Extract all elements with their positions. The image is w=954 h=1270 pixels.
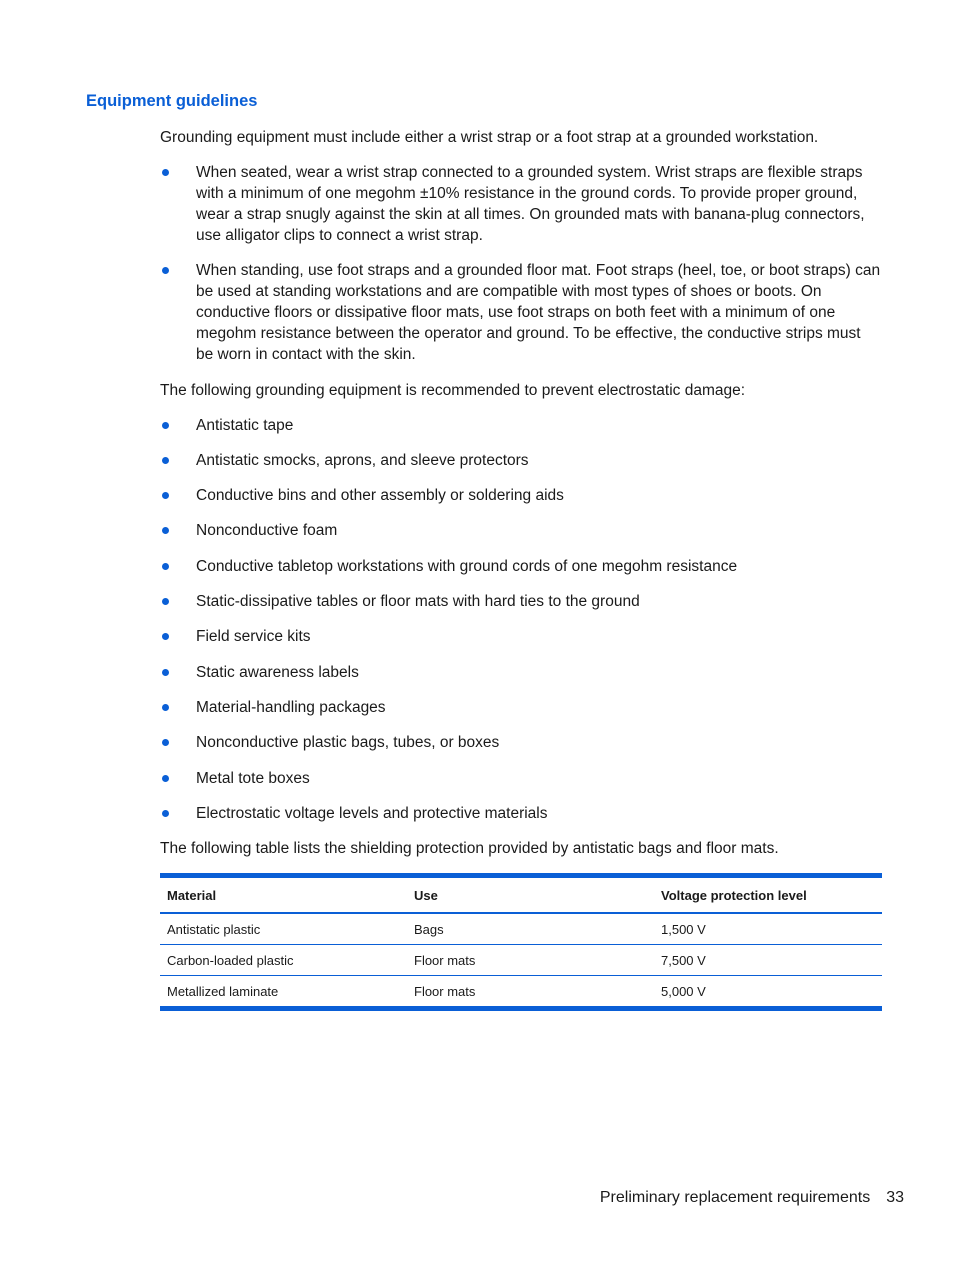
list-item: [160, 260, 882, 365]
list-item-text: Conductive bins and other assembly or soldering aids: [196, 487, 564, 505]
list-item: [160, 485, 882, 506]
bullet-icon: [162, 775, 169, 782]
page-number: 33: [886, 1189, 904, 1206]
cell-voltage: 5,000 V: [661, 983, 706, 999]
cell-use: Floor mats: [414, 983, 476, 999]
bullet-icon: [162, 527, 169, 534]
bullet-icon: [162, 492, 169, 499]
list-item: [160, 591, 882, 612]
list-item-text: Nonconductive plastic bags, tubes, or boxes: [196, 734, 500, 752]
bullet-icon: [162, 267, 169, 274]
list-item: [160, 162, 882, 246]
list-item-text: Antistatic tape: [196, 416, 294, 434]
list-item: [160, 803, 882, 824]
list-item: [160, 556, 882, 577]
list-item: [160, 626, 882, 647]
page-footer: [600, 1189, 904, 1207]
bullet-icon: [162, 457, 169, 464]
bullet-icon: [162, 563, 169, 570]
list-item-text: Antistatic smocks, aprons, and sleeve protectors: [196, 451, 529, 469]
table-header-row: [160, 876, 882, 914]
shielding-table: [160, 873, 882, 1011]
cell-material: Carbon-loaded plastic: [160, 945, 407, 976]
list-item-text: Metal tote boxes: [196, 769, 310, 787]
cell-material: Antistatic plastic: [160, 913, 407, 945]
footer-section-title: Preliminary replacement requirements: [599, 1189, 871, 1206]
list-item: [160, 662, 882, 683]
cell-voltage: 1,500 V: [654, 913, 882, 945]
table-row: [160, 913, 882, 945]
section-heading: Equipment guidelines: [86, 92, 258, 110]
list-item-text: Nonconductive foam: [196, 522, 338, 540]
cell-use: Floor mats: [407, 945, 654, 976]
list-item: [160, 732, 882, 753]
bullet-icon: [162, 169, 169, 176]
bullet-icon: [162, 704, 169, 711]
recommended-intro: The following grounding equipment is recommended to prevent electrostatic damage:: [160, 381, 746, 399]
table-intro: The following table lists the shielding protection provided by antistatic bags and floor mats.: [160, 840, 779, 858]
bullet-icon: [162, 739, 169, 746]
cell-use: Bags: [407, 913, 654, 945]
header-use: Use: [407, 876, 654, 914]
list-item: [160, 450, 882, 471]
equipment-list: [160, 415, 882, 824]
list-item-text: Static-dissipative tables or floor mats with hard ties to the ground: [196, 593, 640, 611]
cell-voltage: 7,500 V: [654, 945, 882, 976]
list-item-text: Electrostatic voltage levels and protective materials: [196, 804, 548, 822]
header-voltage: Voltage protection level: [654, 876, 882, 914]
bullet-icon: [162, 598, 169, 605]
bullet-icon: [162, 669, 169, 676]
bullet-icon: [162, 633, 169, 640]
table-row: [160, 945, 882, 976]
list-item-text: Conductive tabletop workstations with ground cords of one megohm resistance: [196, 557, 738, 575]
page-content: [160, 127, 882, 1011]
list-item-text: Material-handling packages: [196, 698, 386, 716]
list-item-text: When seated, wear a wrist strap connected to a grounded system. Wrist straps are flexible straps with a minimum of one megohm ±10% resistance in the ground cords. To provide proper ground, wear a strap snugly against the skin at all times. On grounded mats with banana-plug connectors, use alligator clips to connect a wrist strap.: [196, 164, 865, 244]
table-row: [160, 976, 882, 1009]
bullet-icon: [162, 810, 169, 817]
bullet-icon: [162, 422, 169, 429]
list-item-text: Static awareness labels: [196, 663, 359, 681]
list-item: [160, 768, 882, 789]
list-item-text: When standing, use foot straps and a grounded floor mat. Foot straps (heel, toe, or boot straps) can be used at standing workstations and are compatible with most types of shoes or boots. On conductive floors or dissipative floor mats, use foot straps on both feet with a minimum of one megohm resistance between the operator and ground. To be effective, the conductive strips must be worn in contact with the skin.: [196, 262, 881, 364]
cell-material: Metallized laminate: [167, 983, 279, 999]
list-item: [160, 415, 882, 436]
intro-paragraph: Grounding equipment must include either a wrist strap or a foot strap at a grounded workstation.: [160, 129, 819, 146]
list-item: [160, 520, 882, 541]
header-material: Material: [160, 876, 407, 914]
list-item: [160, 697, 882, 718]
list-item-text: Field service kits: [196, 628, 311, 646]
strap-list: [160, 162, 882, 365]
